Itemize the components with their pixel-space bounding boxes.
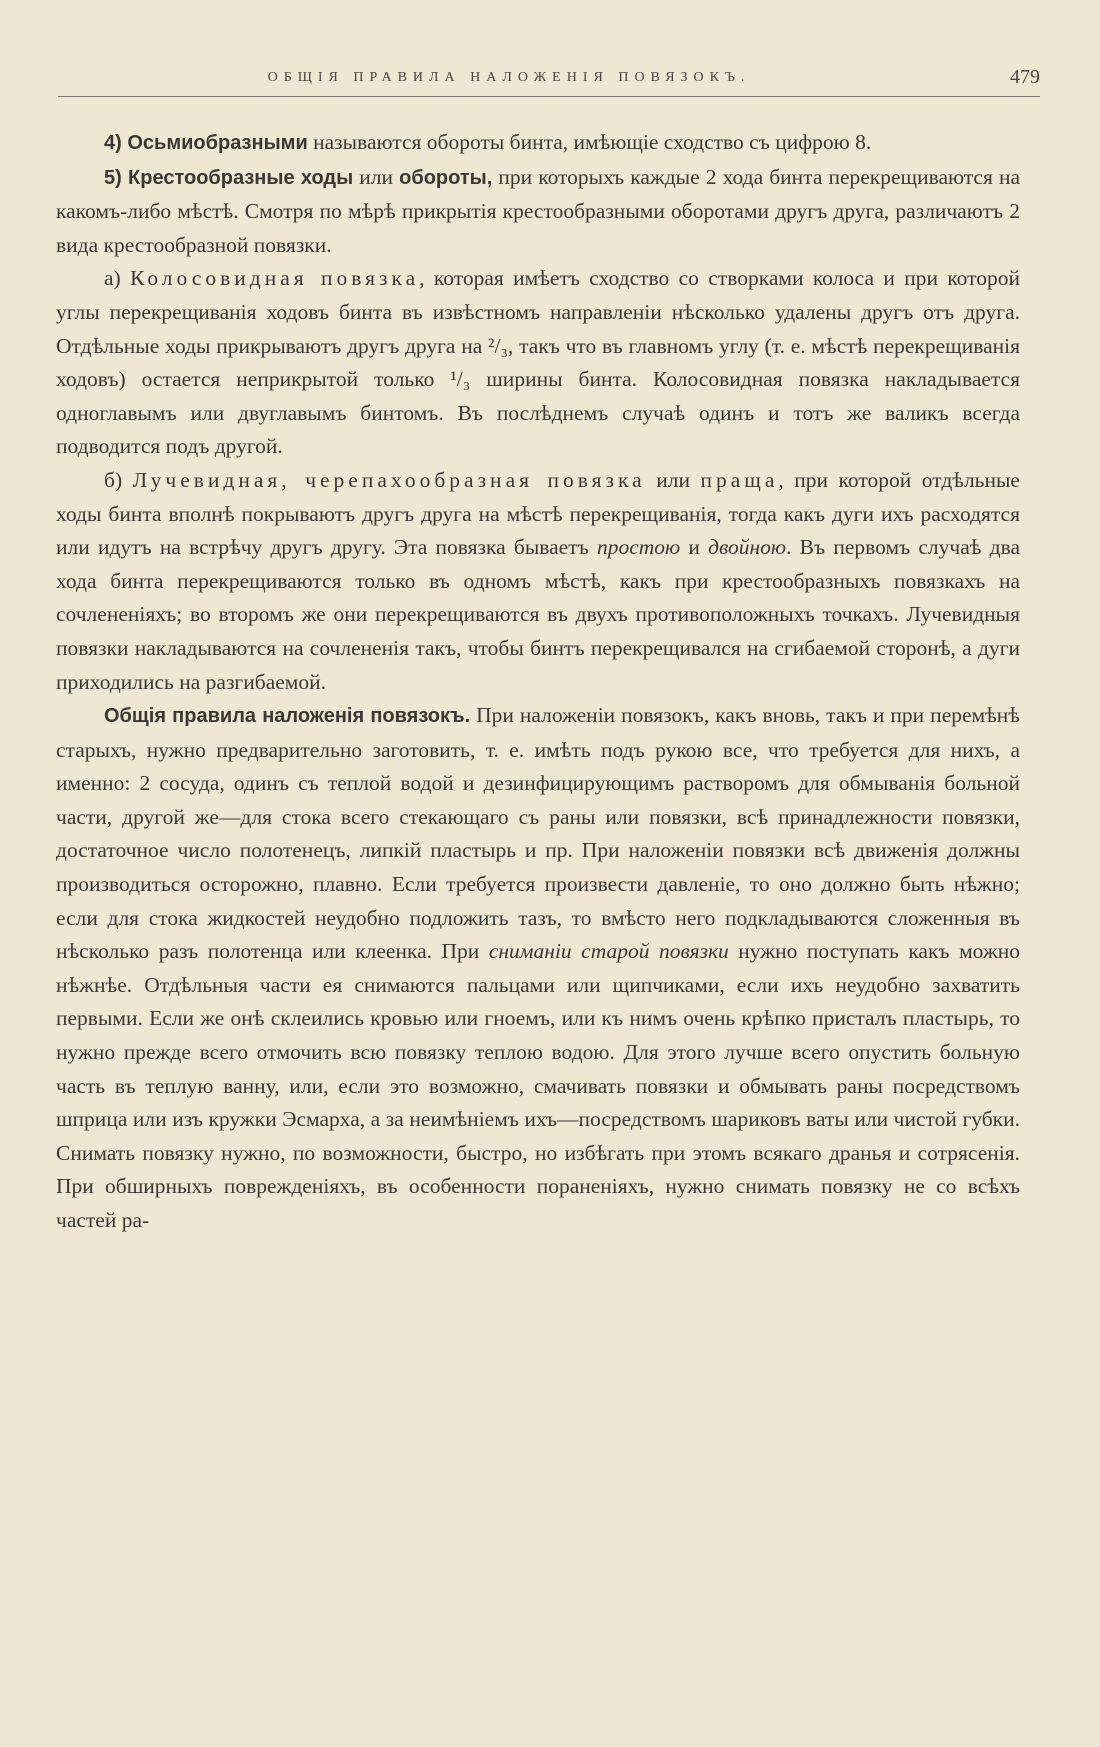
paragraph-general-rules [56, 699, 1020, 1238]
running-head [58, 66, 1040, 97]
emphasis-simple: простою [596, 535, 681, 560]
paragraph-text: при которыхъ каждые 2 хода бинта перекрещиваются на какомъ-либо мѣстѣ. Смотря по мѣрѣ прикрытія крестообразными оборотами другъ друга, различаютъ 2 вида крестообразной повязки. [56, 164, 1020, 257]
term-radial: Лучевидная, черепахообразная повязка [132, 467, 646, 492]
paragraph-cruciform-turns [56, 161, 1020, 263]
section-heading-general-rules: Общія правила наложенія повязокъ. [104, 705, 471, 728]
paragraph-text: нужно поступать какъ можно нѣжнѣе. Отдѣльныя части ея снимаются пальцами или щипчиками, если ихъ неудобно захватить первыми. Если же онѣ склеились кровью или гноемъ, или къ нимъ очень крѣпко присталъ пластырь, то нужно прежде всего отмочить всю повязку теплою водою. Для этого лучше всего опустить больную часть въ теплую ванну, или, если это возможно, смачивать повязки и обмывать раны посредствомъ шприца или изъ кружки Эсмарха, а за неимѣніемъ ихъ—посредствомъ шариковъ ваты или чистой губки. Снимать повязку нужно, по возможности, быстро, но избѣгать при этомъ всякаго дранья и сотрясенія. При обширныхъ поврежденіяхъ, въ особенности пораненіяхъ, нужно снимать повязку не со всѣхъ частей ра- [56, 939, 1020, 1232]
paragraph-radial-bandage [56, 464, 1020, 699]
term-cruciform: 5) Крестообразные ходы [104, 166, 354, 189]
body-text [56, 126, 1020, 1238]
paragraph-text: , которая имѣетъ сходство со створками колоса и при которой углы перекрещиванія ходовъ бинта въ извѣстномъ направленіи нѣсколько удалены другъ отъ друга. Отдѣльные ходы прикрываютъ другъ друга на ²/₃, такъ что въ главномъ углу (т. е. мѣстѣ перекрещиванія ходовъ) остается неприкрытой только ¹/₃ ширины бинта. Колосовидная повязка накладывается одноглавымъ или двуглавымъ бинтомъ. Въ послѣднемъ случаѣ одинъ и тотъ же валикъ всегда подводится подъ другой. [56, 266, 1021, 459]
paragraph-text: называются обороты бинта, имѣющіе сходство съ цифрою 8. [307, 130, 872, 154]
list-marker: а) [104, 266, 131, 291]
paragraph-text: , при которой отдѣльные ходы бинта вполнѣ покрываютъ другъ друга на мѣстѣ перекрещиванія, тогда какъ дуги ихъ расходятся или идутъ на встрѣчу другъ другу. Эта повязка бываетъ [56, 467, 1020, 560]
emphasis-double: двойною [708, 535, 787, 560]
list-marker: б) [104, 467, 133, 492]
term-sling: праща [700, 467, 779, 492]
paragraph-figure-eight-turns [56, 126, 1020, 161]
paragraph-text: При наложеніи повязокъ, какъ вновь, такъ и при перемѣнѣ старыхъ, нужно предварительно заготовить, т. е. имѣть подъ рукою все, что требуется для нихъ, а именно: 2 сосуда, одинъ съ теплой водой и дезинфицирующимъ растворомъ для обмыванія больной части, другой же—для стока всего стекающаго съ раны или повязки, всѣ принадлежности повязки, достаточное число полотенецъ, липкій пластырь и пр. При наложеніи повязки всѣ движенія должны производиться осторожно, плавно. Если требуется произвести давленіе, то оно должно быть нѣжно; если для стока жидкостей неудобно подложить тазъ, то вмѣсто него подкладываются сложенныя въ нѣсколько разъ полотенца или клеенка. При [56, 703, 1020, 964]
paragraph-spica-bandage [56, 262, 1020, 464]
paragraph-text: и [680, 535, 709, 560]
paragraph-text: . Въ первомъ случаѣ два хода бинта перекрещиваются только въ одномъ мѣстѣ, какъ при крестообразныхъ повязкахъ на сочлененіяхъ; во второмъ же они перекрещиваются въ двухъ противоположныхъ точкахъ. Лучевидныя повязки накладываются на сочлененія такъ, чтобы бинтъ перекрещивался на сгибаемой сторонѣ, а дуги приходились на разгибаемой. [56, 535, 1020, 694]
term-spica: Колосовидная повязка [130, 266, 420, 291]
running-head-title: ОБЩІЯ ПРАВИЛА НАЛОЖЕНІЯ ПОВЯЗОКЪ. [267, 70, 751, 85]
page-number: 479 [1010, 66, 1040, 88]
emphasis-removing-old-bandage: сниманіи старой повязки [488, 939, 729, 964]
paragraph-text: или [645, 467, 701, 492]
paragraph-text: или [353, 164, 400, 189]
term-turns: обороты, [399, 166, 493, 189]
term-figure-eight: 4) Осьмиобразными [104, 132, 308, 154]
